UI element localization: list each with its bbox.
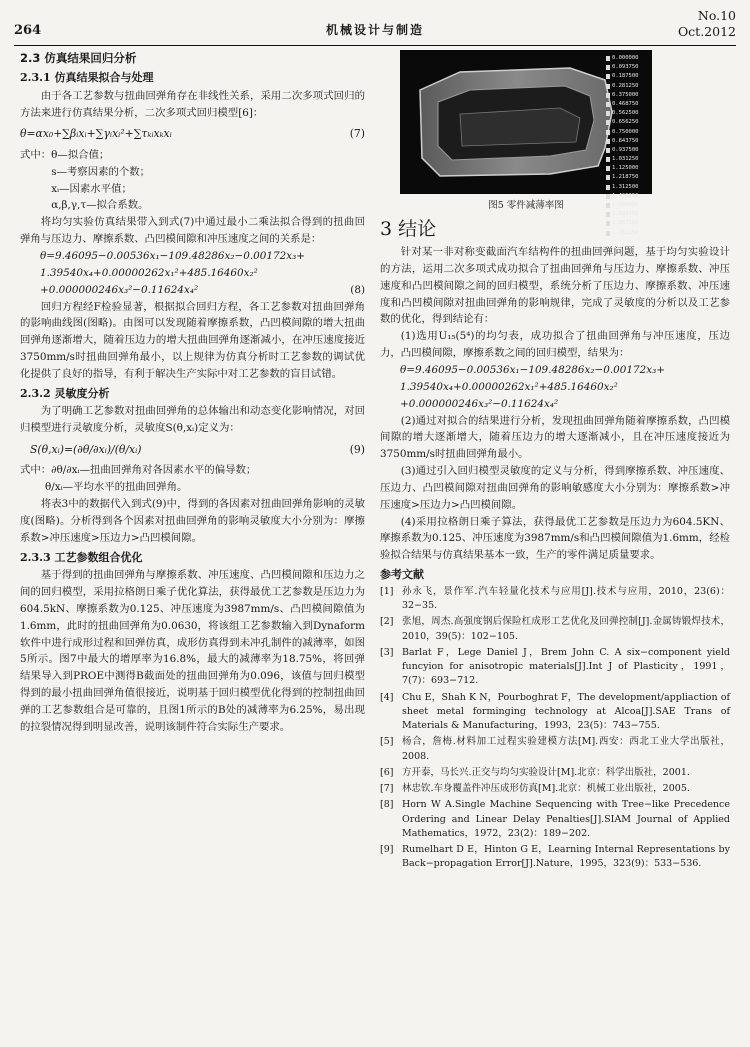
- equation-line: 1.39540x₄+0.00000262x₁²+485.16460x₂²: [40, 266, 258, 279]
- subsection-title: 2.3.3 工艺参数组合优化: [20, 550, 143, 564]
- equation-8: [20, 248, 365, 299]
- reference-item: [380, 585, 730, 614]
- definition: θ/xᵢ—平均水平的扭曲回弹角。: [44, 481, 188, 494]
- reference-number: [8]: [380, 799, 394, 811]
- definition: 式中：∂θ/∂xᵢ—扭曲回弹角对各因素水平的偏导数；: [20, 464, 257, 477]
- left-column: [20, 50, 365, 736]
- paragraph: 将均匀实验仿真结果带入到式(7)中通过最小二乘法拟合得到的扭曲回弹角与压边力、摩擦系数、凸凹模间隙和冲压速度之间的关系是：: [20, 216, 365, 246]
- references-title: 参考文献: [380, 568, 424, 582]
- contour-legend: [606, 54, 646, 236]
- section-title: 2.3 仿真结果回归分析: [20, 51, 137, 65]
- legend-value: 1.312500: [606, 183, 646, 192]
- figure-caption: 图5 零件减薄率图: [488, 200, 564, 211]
- equation-line: +0.000000246x₃²−0.11624x₄²: [400, 397, 559, 410]
- reference-text: 方开泰，马长兴.正交与均匀实验设计[M].北京：科学出版社，2001.: [402, 766, 690, 778]
- equation-9: [20, 441, 365, 458]
- reference-text: 林忠钦.车身覆盖件冲压成形仿真[M].北京：机械工业出版社，2005.: [402, 783, 690, 795]
- legend-value: 0.656250: [606, 118, 646, 127]
- reference-number: [1]: [380, 585, 394, 597]
- definition: α,β,γ,τ—拟合系数。: [51, 199, 149, 212]
- issue-date: Oct.2012: [677, 23, 736, 39]
- paragraph: 针对某一非对称变截面汽车结构件的扭曲回弹问题，基于均匀实验设计的方法，运用二次多项式成功拟合了扭曲回弹角与压边力、摩擦系数、冲压速度和凸凹模间隙之间的回归模型，系统分析了压边力、摩擦系数、冲压速度和凸凹模间隙对扭曲回弹角的影响规律，完成了灵敏度的分析以及工艺参数的优化，得到结论有：: [380, 246, 730, 326]
- reference-item: [380, 782, 730, 796]
- reference-number: [7]: [380, 783, 394, 795]
- legend-value: 1.031250: [606, 155, 646, 164]
- equation-body: θ=αx₀+∑βᵢxᵢ+∑γᵢxᵢ²+∑τₖᵢxₖxᵢ: [20, 127, 172, 141]
- issue-info: [678, 8, 736, 39]
- paragraph: (2)通过对拟合的结果进行分析，发现扭曲回弹角随着摩擦系数，凸凹模间隙的增大逐渐增大，随着压边力的增大逐渐减小，且在冲压速度接近为3750mm/s时扭曲回弹角最小。: [380, 414, 730, 461]
- legend-value: 1.218750: [606, 173, 646, 182]
- paragraph: 为了明确工艺参数对扭曲回弹角的总体输出和动态变化影响情况，对回归模型进行灵敏度分析，灵敏度S(θ,xᵢ)定义为：: [20, 405, 365, 435]
- legend-value: 0.750000: [606, 128, 646, 137]
- equation-text: +0.000000246x₃²−0.11624x₄²: [40, 283, 199, 296]
- legend-value: 0.187500: [606, 72, 646, 81]
- reference-text: 张旭，周杰.高强度钢后保险杠成形工艺优化及回弹控制[J].金属铸锻焊技术，2010，39(5)：102−105.: [402, 616, 730, 642]
- reference-item: [380, 843, 730, 872]
- equation-number: (9): [349, 442, 365, 456]
- paragraph: (1)选用U₁₅(5⁴)的均匀表，成功拟合了扭曲回弹角与冲压速度，压边力，凸凹模间隙，摩擦系数之间的回归模型，结果为：: [380, 330, 730, 360]
- legend-value: 1.781250: [606, 229, 646, 238]
- reference-text: Barlat F，Lege Daniel J，Brem John C. A six−component yield funcyion for anisotropic materials[J].Int J of Plasticity，1991，7(7)：693−712.: [402, 646, 730, 687]
- reference-number: [5]: [380, 736, 394, 748]
- equation-7: [20, 125, 365, 142]
- reference-item: [380, 735, 730, 764]
- issue-number: No.10: [697, 8, 736, 23]
- legend-value: 0.093750: [606, 63, 646, 72]
- equation-line: θ=9.46095−0.00536x₁−109.48286x₂−0.00172x₃+: [400, 363, 665, 376]
- equation-line: θ=9.46095−0.00536x₁−109.48286x₂−0.00172x₃+: [40, 249, 305, 262]
- paragraph: (3)通过引入回归模型灵敏度的定义与分析，得到摩擦系数、冲压速度、压边力、凸凹模间隙对扭曲回弹角的影响敏感度大小分别为：摩擦系数>冲压速度>压边力>凸凹模间隙。: [380, 465, 730, 511]
- header-rule: [14, 45, 736, 46]
- legend-value: 1.500000: [606, 201, 646, 210]
- paragraph: 基于得到的扭曲回弹角与摩擦系数、冲压速度、凸凹模间隙和压边力之间的回归模型，采用拉格朗日乘子优化算法，获得最优工艺参数是压边力为604.5kN、摩擦系数为0.125、冲压速度为3987mm/s、凸凹模间隙值为1.6mm，此时的扭曲回弹角为0.0630，将该组工艺参数输入到Dynaform软件中进行成形过程和回弹仿真，成形仿真得到未冲孔制件的减薄率，如图5所示。图7中最大的增厚率为16.8%，最大的减薄率为18.75%，将回弹结果导入到PROE中测得B截面处的扭曲回弹角为0.096，该值与回归模型得到的最小扭曲回弹角值很接近，说明基于回归模型优化得到的控制扭曲回弹的工艺参数组合是可靠的，且图1所示的B处的减薄率为6.25%，易出现的拉裂情况得到明显改善，说明该制件符合实际生产要求。: [20, 569, 365, 733]
- conclusion-title: 3 结论: [380, 218, 437, 241]
- subsection-title: 2.3.1 仿真结果拟合与处理: [20, 71, 154, 85]
- legend-value: 1.593750: [606, 210, 646, 219]
- reference-number: [6]: [380, 766, 394, 778]
- reference-number: [3]: [380, 646, 394, 658]
- page-header: [14, 8, 736, 44]
- paragraph: 回归方程经F检验显著，根据拟合回归方程，各工艺参数对扭曲回弹角的影响曲线图(图略)。由图可以发现随着摩擦系数，凸凹模间隙的增大扭曲回弹角逐渐增大，随着压边力的增大扭曲回弹角逐渐减小，在冲压速度接近3750mm/s时扭曲回弹角最小，以上规律为仿真分析时工艺参数的调试优化提供了良好的指导，有利于解决生产实际中对工艺参数的盲目试错。: [20, 300, 365, 380]
- paragraph: (4)采用拉格朗日乘子算法，获得最优工艺参数是压边力为604.5KN、摩擦系数为0.125、冲压速度为3987mm/s和凸凹模间隙值为1.6mm，经检验拟合结果与仿真结果基本一致，生产的零件满足质量要求。: [380, 515, 730, 562]
- paragraph: 将表3中的数据代入到式(9)中，得到的各因素对扭曲回弹角影响的灵敏度(图略)。分析得到各个因素对扭曲回弹角的影响灵敏度大小分别为：摩擦系数>冲压速度>压边力>凸凹模间隙。: [20, 498, 365, 544]
- subsection-title: 2.3.2 灵敏度分析: [20, 386, 110, 400]
- equation-line: 1.39540x₄+0.00000262x₁²+485.16460x₂²: [400, 380, 618, 393]
- journal-title: 机械设计与制造: [325, 23, 424, 37]
- equation-conclusion: [380, 362, 730, 413]
- reference-item: [380, 798, 730, 841]
- definition: 式中：θ—拟合值；: [20, 148, 110, 161]
- legend-value: 1.125000: [606, 164, 646, 173]
- page-number: 264: [14, 23, 42, 38]
- right-column: [380, 50, 730, 874]
- paragraph: 由于各工艺参数与扭曲回弹角存在非线性关系，采用二次多项式回归的方法来进行仿真结果分析，二次多项式回归模型[6]：: [20, 89, 365, 119]
- equation-number: (7): [349, 127, 365, 141]
- equation-line: [20, 282, 365, 299]
- legend-value: 0.562500: [606, 109, 646, 118]
- reference-item: [380, 615, 730, 644]
- reference-number: [9]: [380, 844, 394, 856]
- reference-item: [380, 766, 730, 780]
- equation-number: (8): [350, 283, 365, 296]
- reference-number: [2]: [380, 616, 394, 628]
- equation-body: S(θ,xᵢ)=(∂θ/∂xᵢ)/(θ/xᵢ): [30, 442, 142, 456]
- legend-value: 0.375000: [606, 91, 646, 100]
- reference-text: Rumelhart D E，Hinton G E，Learning Internal Representations by Back−propagation Error[J].Nature，1995，323(9)：533−536.: [402, 844, 730, 870]
- definition: xᵢ—因素水平值；: [51, 182, 132, 195]
- legend-value: 0.000000: [606, 54, 646, 63]
- legend-value: 0.843750: [606, 137, 646, 146]
- legend-value: 0.937500: [606, 146, 646, 155]
- reference-text: 孙永飞，景作军.汽车轻量化技术与应用[J].技术与应用，2010，23(6)：32−35.: [402, 585, 730, 612]
- reference-list: [380, 585, 730, 872]
- legend-value: 1.406250: [606, 192, 646, 201]
- reference-text: Horn W A.Single Machine Sequencing with Tree−like Precedence Ordering and Linear Delay Penalties[J].SIAM Journal of Applied Mathematics，1972，23(2)：189−202.: [402, 799, 730, 839]
- reference-text: Chu E，Shah K N，Pourboghrat F，The development/appliaction of sheet metal forminging technology at Alcoa[J].SAE Trans of Materials & Manufacturing，1993，23(5)：743−755.: [402, 691, 730, 732]
- legend-value: 0.468750: [606, 100, 646, 109]
- reference-item: [380, 691, 730, 734]
- reference-item: [380, 646, 730, 689]
- legend-value: 0.281250: [606, 82, 646, 91]
- reference-number: [4]: [380, 691, 394, 703]
- reference-text: 杨合，詹梅.材料加工过程实验建模方法[M].西安：西北工业大学出版社，2008.: [402, 736, 730, 762]
- legend-value: 1.687500: [606, 219, 646, 228]
- definition: s—考察因素的个数；: [51, 165, 151, 178]
